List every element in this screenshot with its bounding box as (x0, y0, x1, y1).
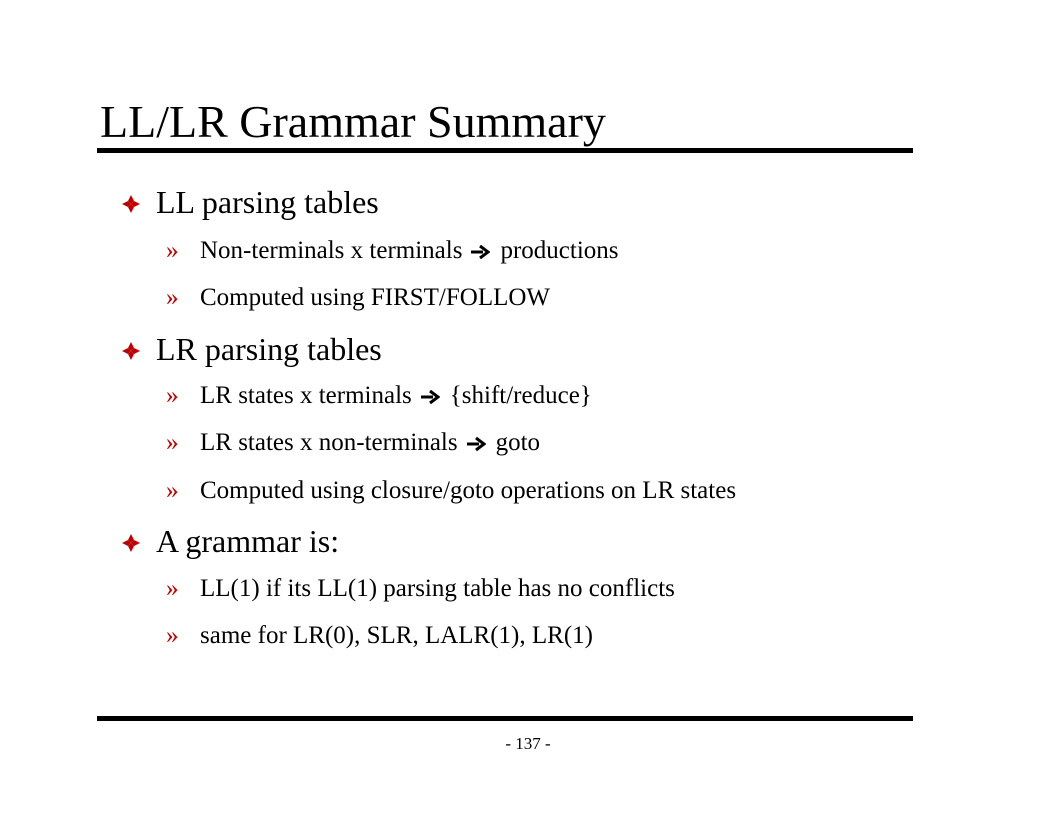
diamond-bullet-icon (120, 340, 142, 362)
footer-rule (97, 716, 913, 721)
diamond-bullet-icon (120, 193, 142, 215)
double-chevron-icon: » (166, 429, 179, 456)
section-heading-ll: LL parsing tables (156, 184, 379, 220)
sub-item: same for LR(0), SLR, LALR(1), LR(1) (200, 622, 593, 649)
double-chevron-icon: » (166, 284, 179, 311)
right-arrow-icon (470, 244, 490, 260)
double-chevron-icon: » (166, 477, 179, 504)
slide-title: LL/LR Grammar Summary (100, 96, 606, 147)
section-heading-lr: LR parsing tables (156, 331, 382, 367)
title-underline (97, 148, 913, 153)
double-chevron-icon: » (166, 622, 179, 649)
page-number: - 137 - (505, 734, 551, 753)
double-chevron-icon: » (166, 237, 179, 264)
double-chevron-icon: » (166, 382, 179, 409)
sub-item: Computed using FIRST/FOLLOW (200, 284, 551, 311)
diamond-bullet-icon (120, 532, 142, 554)
right-arrow-icon (466, 436, 486, 452)
sub-item: LR states x terminals {shift/reduce} (200, 382, 592, 409)
sub-item: Non-terminals x terminals productions (200, 237, 619, 264)
section-heading-grammar: A grammar is: (156, 523, 340, 559)
double-chevron-icon: » (166, 575, 179, 602)
sub-item: LL(1) if its LL(1) parsing table has no conflicts (200, 575, 675, 602)
sub-item: Computed using closure/goto operations on LR states (200, 477, 737, 504)
right-arrow-icon (420, 389, 440, 405)
sub-item: LR states x non-terminals goto (200, 429, 541, 456)
